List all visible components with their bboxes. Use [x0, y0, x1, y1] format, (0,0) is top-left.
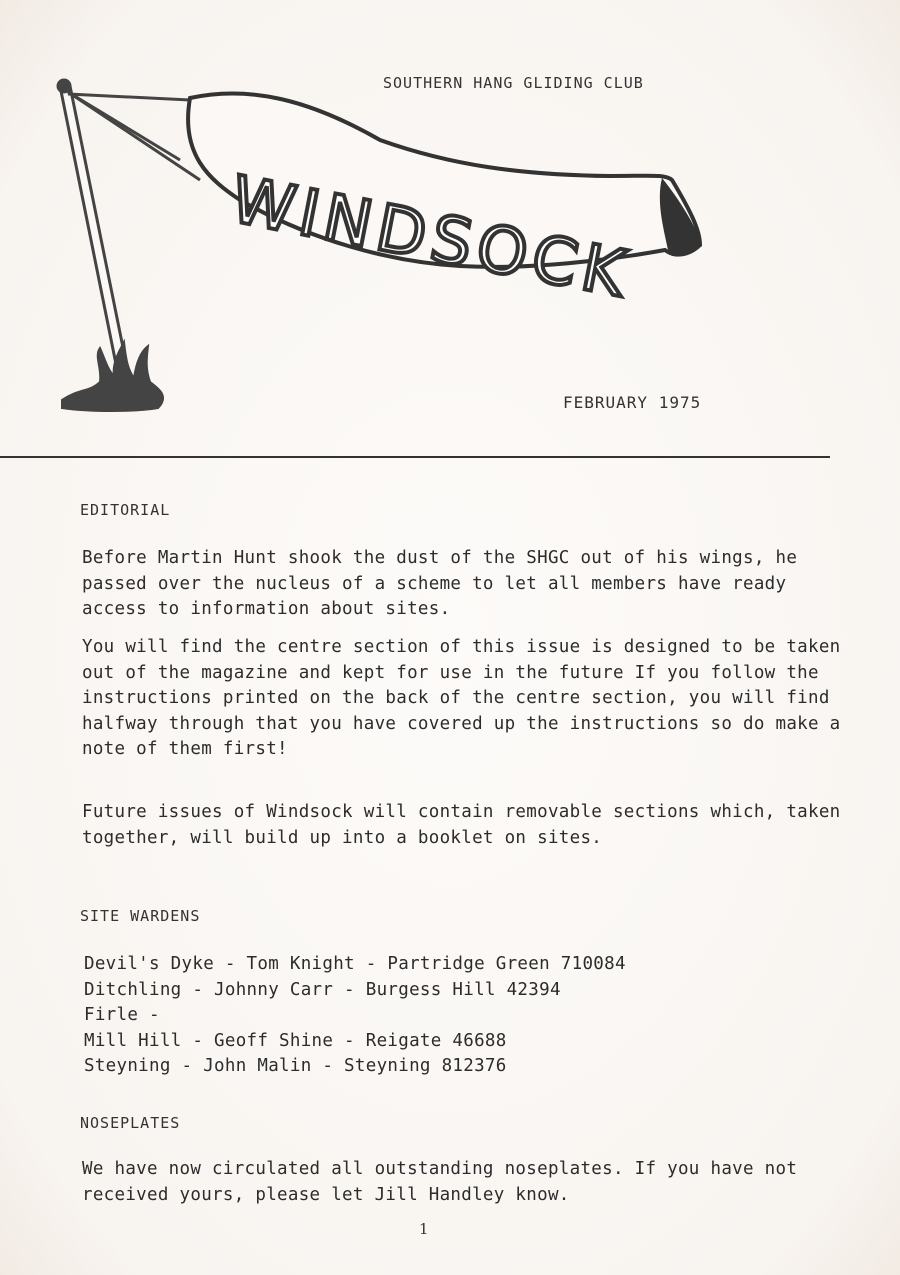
site-wardens-heading: SITE WARDENS	[80, 907, 201, 925]
warden-entry: Ditchling - Johnny Carr - Burgess Hill 42394	[84, 979, 561, 1000]
warden-entry: Devil's Dyke - Tom Knight - Partridge Green 710084	[84, 954, 626, 974]
issue-date: FEBRUARY 1975	[563, 393, 702, 412]
warden-entry: Firle -	[84, 1005, 160, 1025]
site-wardens-list	[84, 952, 626, 1080]
warden-entry: Steyning - John Malin - Steyning 812376	[84, 1056, 507, 1076]
header-divider	[0, 456, 830, 458]
warden-entry: Mill Hill - Geoff Shine - Reigate 46688	[84, 1030, 507, 1051]
editorial-heading: EDITORIAL	[80, 501, 171, 519]
noseplates-paragraph: We have now circulated all outstanding noseplates. If you have not received yours, please let Jill Handley know.	[82, 1159, 798, 1205]
editorial-paragraph: Before Martin Hunt shook the dust of the SHGC out of his wings, he passed over the nucleus of a scheme to let all members have ready access to information about sites.	[82, 548, 798, 619]
club-name: SOUTHERN HANG GLIDING CLUB	[383, 74, 644, 92]
editorial-paragraph: You will find the centre section of this issue is designed to be taken out of the magazine and kept for use in the future If you follow the instructions printed on the back of the centre section, you will find halfway through that you have covered up the instructions so do make a note of them first!	[82, 637, 841, 759]
windsock-illustration	[50, 70, 720, 420]
page-number: 1	[419, 1220, 429, 1238]
noseplates-heading: NOSEPLATES	[80, 1114, 181, 1132]
masthead-title: WINDSOCK	[224, 163, 637, 313]
editorial-paragraph: Future issues of Windsock will contain removable sections which, taken together, will build up into a booklet on sites.	[82, 802, 841, 848]
